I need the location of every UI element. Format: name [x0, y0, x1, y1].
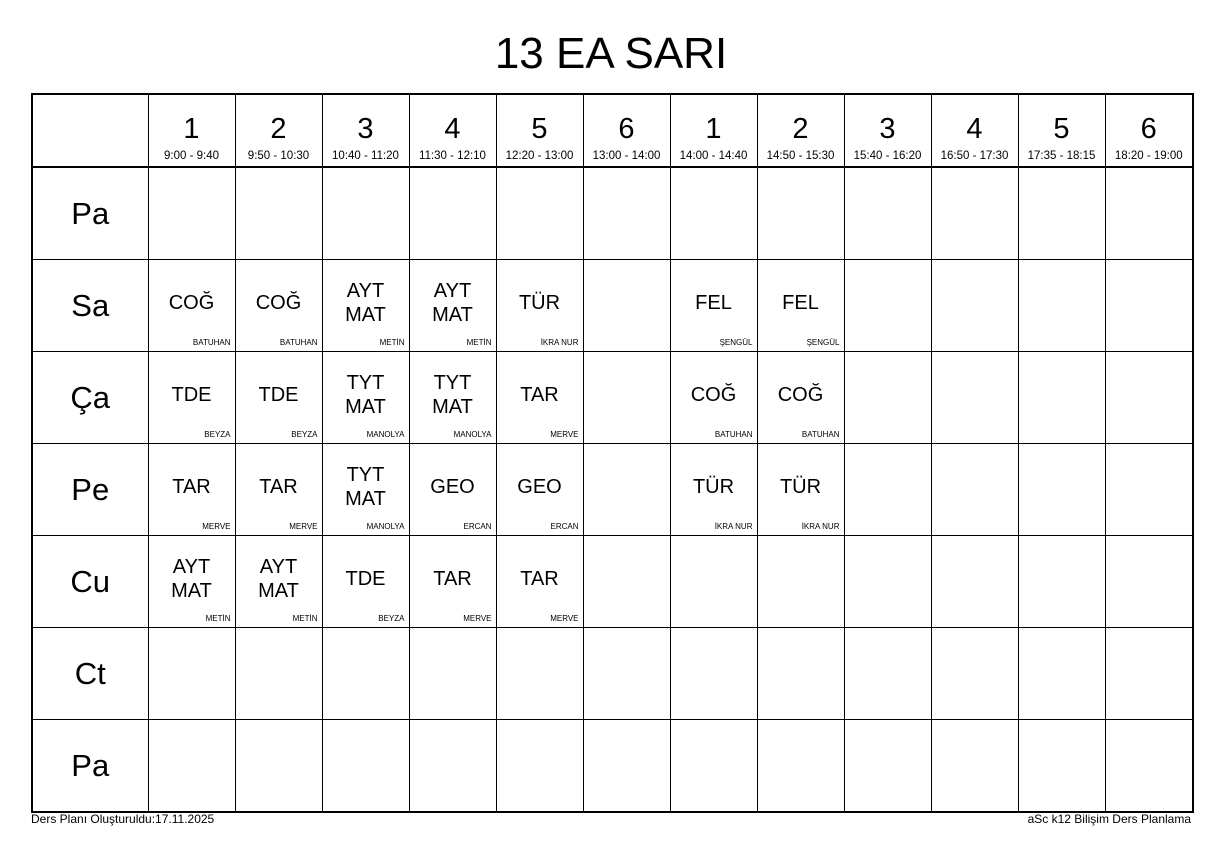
corner-cell: [32, 94, 148, 167]
lesson-teacher: BEYZA: [378, 614, 405, 623]
period-number: 2: [270, 113, 287, 145]
lesson-subject: TYT MAT: [432, 372, 473, 418]
lesson-teacher: BEYZA: [291, 430, 318, 439]
lesson-subject: TÜR: [692, 476, 735, 498]
lesson-subject: TAR: [433, 568, 472, 590]
lesson-subject: GEO: [430, 476, 475, 498]
period-number: 2: [792, 113, 809, 145]
lesson-subject: COĞ: [255, 292, 302, 314]
empty-lesson-cell: [931, 444, 1018, 536]
day-label-cell: [32, 536, 148, 628]
period-time: 16:50 - 17:30: [940, 150, 1009, 162]
lesson-cell: [322, 536, 409, 628]
period-time: 9:50 - 10:30: [247, 150, 310, 162]
day-label-cell: [32, 352, 148, 444]
lesson-teacher: METİN: [466, 338, 492, 347]
day-row: [32, 444, 1193, 536]
day-name: Pa: [71, 195, 110, 231]
period-header-cell: [409, 94, 496, 167]
lesson-teacher: İKRA NUR: [801, 522, 840, 531]
lesson-teacher: MERVE: [550, 614, 579, 623]
lesson-cell: [409, 260, 496, 352]
empty-lesson-cell: [235, 720, 322, 813]
lesson-cell: [670, 444, 757, 536]
empty-lesson-cell: [322, 628, 409, 720]
period-number: 6: [1140, 113, 1157, 145]
lesson-subject: AYT MAT: [258, 556, 299, 602]
empty-lesson-cell: [844, 444, 931, 536]
period-time: 15:40 - 16:20: [853, 150, 922, 162]
lesson-teacher: MANOLYA: [366, 430, 405, 439]
lesson-cell: [409, 536, 496, 628]
lesson-teacher: MANOLYA: [366, 522, 405, 531]
period-time: 18:20 - 19:00: [1114, 150, 1183, 162]
period-number: 3: [879, 113, 896, 145]
period-number: 5: [531, 113, 548, 145]
lesson-subject: TDE: [171, 384, 212, 406]
empty-lesson-cell: [1105, 352, 1193, 444]
lesson-teacher: MERVE: [202, 522, 231, 531]
footer-created-date: Ders Planı Oluşturuldu:17.11.2025: [31, 812, 215, 826]
empty-lesson-cell: [583, 720, 670, 813]
empty-lesson-cell: [148, 628, 235, 720]
lesson-cell: [235, 444, 322, 536]
lesson-subject: TAR: [172, 476, 211, 498]
lesson-subject: TAR: [520, 568, 559, 590]
period-header-cell: [931, 94, 1018, 167]
lesson-cell: [757, 260, 844, 352]
lesson-teacher: METİN: [205, 614, 231, 623]
period-header-cell: [583, 94, 670, 167]
period-number: 4: [966, 113, 983, 145]
empty-lesson-cell: [496, 628, 583, 720]
period-number: 1: [183, 113, 200, 145]
lesson-cell: [235, 352, 322, 444]
lesson-subject: FEL: [695, 292, 732, 314]
day-row: [32, 536, 1193, 628]
day-label-cell: [32, 260, 148, 352]
empty-lesson-cell: [496, 167, 583, 260]
empty-lesson-cell: [583, 352, 670, 444]
day-label-cell: [32, 167, 148, 260]
empty-lesson-cell: [757, 720, 844, 813]
lesson-subject: COĞ: [690, 384, 737, 406]
empty-lesson-cell: [931, 720, 1018, 813]
period-time: 14:00 - 14:40: [679, 150, 748, 162]
lesson-cell: [496, 260, 583, 352]
empty-lesson-cell: [670, 536, 757, 628]
period-time: 17:35 - 18:15: [1027, 150, 1096, 162]
empty-lesson-cell: [844, 628, 931, 720]
empty-lesson-cell: [844, 260, 931, 352]
lesson-cell: [322, 444, 409, 536]
lesson-teacher: İKRA NUR: [714, 522, 753, 531]
lesson-subject: AYT MAT: [432, 280, 473, 326]
empty-lesson-cell: [931, 167, 1018, 260]
day-label-cell: [32, 720, 148, 813]
day-name: Cu: [70, 563, 111, 599]
empty-lesson-cell: [409, 720, 496, 813]
lesson-subject: TDE: [345, 568, 386, 590]
empty-lesson-cell: [670, 720, 757, 813]
empty-lesson-cell: [1105, 260, 1193, 352]
day-row: [32, 260, 1193, 352]
period-header-cell: [148, 94, 235, 167]
empty-lesson-cell: [1018, 628, 1105, 720]
lesson-cell: [670, 352, 757, 444]
empty-lesson-cell: [235, 167, 322, 260]
empty-lesson-cell: [1018, 260, 1105, 352]
period-header-cell: [322, 94, 409, 167]
day-row: [32, 167, 1193, 260]
lesson-cell: [757, 352, 844, 444]
lesson-teacher: ŞENGÜL: [719, 338, 753, 347]
lesson-teacher: METİN: [379, 338, 405, 347]
period-header-cell: [235, 94, 322, 167]
empty-lesson-cell: [583, 167, 670, 260]
lesson-subject: TYT MAT: [345, 464, 386, 510]
empty-lesson-cell: [1105, 444, 1193, 536]
lesson-subject: COĞ: [777, 384, 824, 406]
lesson-cell: [409, 444, 496, 536]
lesson-subject: GEO: [517, 476, 562, 498]
empty-lesson-cell: [496, 720, 583, 813]
lesson-cell: [235, 536, 322, 628]
empty-lesson-cell: [844, 167, 931, 260]
lesson-cell: [322, 260, 409, 352]
lesson-teacher: METİN: [292, 614, 318, 623]
period-header-cell: [670, 94, 757, 167]
lesson-teacher: ERCAN: [463, 522, 492, 531]
empty-lesson-cell: [322, 720, 409, 813]
empty-lesson-cell: [931, 536, 1018, 628]
lesson-cell: [409, 352, 496, 444]
empty-lesson-cell: [757, 536, 844, 628]
period-header-cell: [1018, 94, 1105, 167]
period-header-cell: [844, 94, 931, 167]
empty-lesson-cell: [1018, 167, 1105, 260]
period-time: 12:20 - 13:00: [505, 150, 574, 162]
empty-lesson-cell: [148, 167, 235, 260]
empty-lesson-cell: [235, 628, 322, 720]
empty-lesson-cell: [1018, 444, 1105, 536]
empty-lesson-cell: [1105, 536, 1193, 628]
empty-lesson-cell: [1105, 167, 1193, 260]
empty-lesson-cell: [844, 720, 931, 813]
lesson-cell: [235, 260, 322, 352]
period-time: 11:30 - 12:10: [419, 150, 486, 162]
lesson-teacher: BEYZA: [204, 430, 231, 439]
day-row: [32, 352, 1193, 444]
day-row: [32, 628, 1193, 720]
lesson-teacher: MERVE: [463, 614, 492, 623]
lesson-cell: [148, 536, 235, 628]
empty-lesson-cell: [670, 167, 757, 260]
timetable-grid: [31, 93, 1194, 813]
empty-lesson-cell: [409, 167, 496, 260]
period-time: 9:00 - 9:40: [164, 150, 219, 162]
empty-lesson-cell: [409, 628, 496, 720]
empty-lesson-cell: [583, 444, 670, 536]
empty-lesson-cell: [931, 628, 1018, 720]
empty-lesson-cell: [1018, 352, 1105, 444]
empty-lesson-cell: [670, 628, 757, 720]
lesson-teacher: BATUHAN: [714, 430, 753, 439]
empty-lesson-cell: [931, 260, 1018, 352]
empty-lesson-cell: [583, 628, 670, 720]
lesson-teacher: MERVE: [550, 430, 579, 439]
lesson-teacher: BATUHAN: [192, 338, 231, 347]
empty-lesson-cell: [757, 628, 844, 720]
period-time: 10:40 - 11:20: [332, 150, 399, 162]
lesson-subject: AYT MAT: [171, 556, 212, 602]
lesson-subject: TAR: [259, 476, 298, 498]
period-header-cell: [757, 94, 844, 167]
lesson-cell: [496, 444, 583, 536]
lesson-cell: [670, 260, 757, 352]
lesson-cell: [148, 260, 235, 352]
empty-lesson-cell: [757, 167, 844, 260]
day-name: Pa: [71, 747, 110, 783]
lesson-subject: TÜR: [518, 292, 561, 314]
lesson-cell: [496, 536, 583, 628]
lesson-cell: [322, 352, 409, 444]
day-label-cell: [32, 444, 148, 536]
empty-lesson-cell: [844, 352, 931, 444]
empty-lesson-cell: [583, 536, 670, 628]
period-number: 6: [618, 113, 635, 145]
period-number: 3: [357, 113, 374, 145]
empty-lesson-cell: [1018, 536, 1105, 628]
lesson-teacher: MERVE: [289, 522, 318, 531]
lesson-cell: [757, 444, 844, 536]
period-header-cell: [1105, 94, 1193, 167]
period-time: 13:00 - 14:00: [592, 150, 661, 162]
lesson-subject: TDE: [258, 384, 299, 406]
lesson-cell: [496, 352, 583, 444]
lesson-teacher: İKRA NUR: [540, 338, 579, 347]
period-number: 1: [705, 113, 722, 145]
lesson-teacher: BATUHAN: [279, 338, 318, 347]
lesson-teacher: MANOLYA: [453, 430, 492, 439]
empty-lesson-cell: [322, 167, 409, 260]
empty-lesson-cell: [148, 720, 235, 813]
lesson-teacher: ŞENGÜL: [806, 338, 840, 347]
period-header-row: [32, 94, 1193, 167]
lesson-cell: [148, 444, 235, 536]
footer-software-credit: aSc k12 Bilişim Ders Planlama: [1027, 812, 1191, 826]
day-row: [32, 720, 1193, 813]
empty-lesson-cell: [1105, 628, 1193, 720]
lesson-teacher: ERCAN: [550, 522, 579, 531]
lesson-subject: AYT MAT: [345, 280, 386, 326]
lesson-teacher: BATUHAN: [801, 430, 840, 439]
lesson-subject: TÜR: [779, 476, 822, 498]
lesson-subject: COĞ: [168, 292, 215, 314]
period-number: 4: [444, 113, 461, 145]
empty-lesson-cell: [844, 536, 931, 628]
empty-lesson-cell: [583, 260, 670, 352]
lesson-subject: FEL: [782, 292, 819, 314]
day-name: Ct: [74, 655, 106, 691]
empty-lesson-cell: [1105, 720, 1193, 813]
period-time: 14:50 - 15:30: [766, 150, 835, 162]
lesson-subject: TAR: [520, 384, 559, 406]
empty-lesson-cell: [1018, 720, 1105, 813]
day-name: Pe: [71, 471, 110, 507]
day-label-cell: [32, 628, 148, 720]
page-title: 13 EA SARI: [494, 29, 728, 78]
lesson-subject: TYT MAT: [345, 372, 386, 418]
lesson-cell: [148, 352, 235, 444]
empty-lesson-cell: [931, 352, 1018, 444]
day-name: Ça: [70, 379, 111, 415]
period-header-cell: [496, 94, 583, 167]
day-name: Sa: [71, 287, 110, 323]
period-number: 5: [1053, 113, 1070, 145]
